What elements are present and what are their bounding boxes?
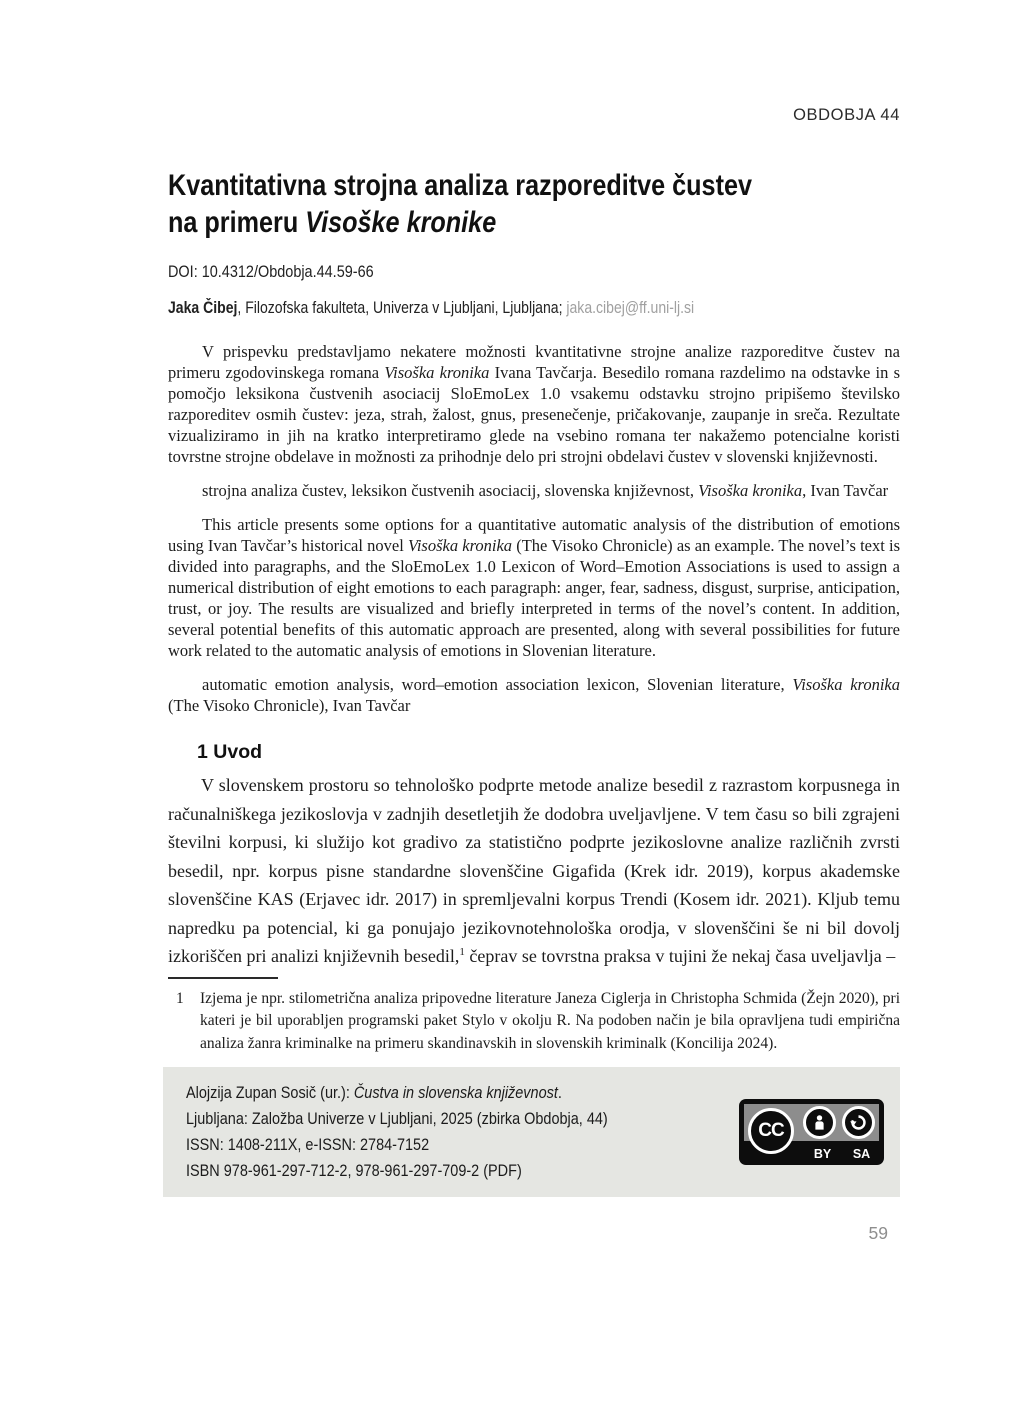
colophon-publisher-line: Ljubljana: Založba Univerze v Ljubljani, 2025 (zbirka Obdobja, 44) bbox=[186, 1109, 608, 1128]
colophon-issn-line: ISSN: 1408-211X, e-ISSN: 2784-7152 bbox=[186, 1135, 430, 1154]
author-line bbox=[168, 298, 900, 318]
section-heading-uvod: 1 Uvod bbox=[197, 741, 263, 763]
article-title-line1: Kvantitativna strojna analiza razporeditve čustev bbox=[168, 169, 752, 202]
footnote-separator-rule bbox=[168, 977, 278, 979]
page-number: 59 bbox=[868, 1223, 888, 1243]
novel-title-italic: Visoška kronika bbox=[792, 675, 900, 694]
colophon-text bbox=[186, 1080, 725, 1184]
sa-arrow-icon bbox=[842, 1106, 875, 1139]
body-paragraph: V slovenskem prostoru so tehnološko podprte metode analize besedil z razrastom korpusnega in računalniškega jezikoslovja v zadnjih desetletjih že dodobra uveljavljene. V tem času so bili zgrajeni številni korpusi, ki služijo kot gradivo za statistično podprte jezikoslovne analize različnih zvrsti besedil, npr. korpus pisne standardne slovenščine Gigafida (Krek idr. 2019), korpus akademske slovenščine KAS (Erjavec idr. 2017) in spremljevalni korpus Trendi (Kosem idr. 2021). Kljub temu napredku pa potencial, ki ga ponujajo jezikovnotehnološka orodja, v slovenščini še ni bil dovolj izkoriščen pri analizi književnih besedil,$^1$ čeprav se tovrstna praksa v tujini že nekaj časa uveljavlja – bbox=[168, 775, 900, 966]
abstract-slovenian: V prispevku predstavljamo nekatere možnosti kvantitativne strojne analize razporeditve čustev na primeru zgodovinskega romana Visoška kronika Ivana Tavčarja. Besedilo romana razdelimo na odstavke in s pomočjo leksikona čustvenih asociacij SloEmoLex 1.0 vsakemu odstavku strojno pripišemo številsko razporeditev osmih čustev: jeza, strah, žalost, gnus, presenečenje, pričakovanje, zaupanje in sreča. Rezultate vizualiziramo in jih na kratko interpretiramo glede na vsebino romana ter nakažemo potencialne koristi tovrstne strojne obdelave in možnosti za prihodnje delo pri strojni obdelavi čustev v slovenski književnosti. bbox=[168, 342, 900, 466]
novel-title-italic: Visoška kronika bbox=[407, 536, 513, 555]
novel-title-italic: Visoške kronike bbox=[305, 206, 497, 239]
article-title-line2: na primeru Visoške kronike bbox=[168, 206, 497, 239]
keywords-english: automatic emotion analysis, word–emotion association lexicon, Slovenian literature, Visoška kronika (The Visoko Chronicle), Ivan Tavčar bbox=[168, 675, 900, 715]
by-person-icon bbox=[803, 1106, 836, 1139]
abstract-english: This article presents some options for a quantitative automatic analysis of the distribution of emotions using Ivan Tavčar’s historical novel Visoška kronika (The Visoko Chronicle) as an example. The novel’s text is divided into paragraphs, and the SloEmoLex 1.0 Lexicon of Word–Emotion Associations is used to assign a numerical distribution of eight emotions to each paragraph: anger, fear, sadness, disgust, surprise, anticipation, trust, or joy. The results are visualized and briefly interpreted in terms of the novel’s content. In addition, several potential benefits of this automatic approach are presented, along with several possibilities for future work related to the automatic analysis of emotions in Slovenian literature. bbox=[168, 515, 901, 660]
footnote-text: Izjema je npr. stilometrična analiza pripovedne literature Janeza Ciglerja in Christopha Schmida (Žejn 2020), pri kateri je bil uporabljen programski paket Stylo v okolju R. Na podoben način je bila opravljena tudi empirična analiza žanra kriminalke na primeru skandinavskih in slovenskih kriminalk (Koncilija 2024). bbox=[200, 989, 900, 1052]
author-affiliation: , Filozofska fakulteta, Univerza v Ljubljani, Ljubljana; bbox=[237, 299, 567, 317]
colophon-isbn-line: ISBN 978-961-297-712-2, 978-961-297-709-2 (PDF) bbox=[186, 1161, 522, 1180]
colophon-box bbox=[163, 1067, 900, 1197]
cc-by-sa-license-badge[interactable] bbox=[739, 1099, 884, 1165]
footnote bbox=[168, 988, 900, 1056]
article-title bbox=[168, 167, 900, 241]
colophon-editor-line: Alojzija Zupan Sosič (ur.): Čustva in slovenska književnost. bbox=[186, 1083, 562, 1102]
footnote-marker: 1 bbox=[176, 989, 184, 1007]
keywords-slovenian: strojna analiza čustev, leksikon čustvenih asociacij, slovenska književnost, Visoška kronika, Ivan Tavčar bbox=[202, 481, 889, 500]
novel-title-italic: Visoška kronika bbox=[698, 481, 803, 500]
novel-title-italic: Visoška kronika bbox=[384, 363, 490, 382]
author-name: Jaka Čibej bbox=[168, 299, 238, 317]
by-label: BY bbox=[813, 1147, 832, 1161]
doi-line: DOI: 10.4312/Obdobja.44.59-66 bbox=[168, 262, 374, 281]
author-email-link[interactable]: jaka.cibej@ff.uni-lj.si bbox=[566, 299, 695, 317]
footnote-reference[interactable]: 1 bbox=[459, 946, 465, 958]
sa-label: SA bbox=[852, 1147, 871, 1161]
book-title-italic: Čustva in slovenska književnost bbox=[353, 1083, 558, 1102]
cc-icon: CC bbox=[748, 1108, 794, 1154]
journal-header: OBDOBJA 44 bbox=[793, 106, 900, 124]
